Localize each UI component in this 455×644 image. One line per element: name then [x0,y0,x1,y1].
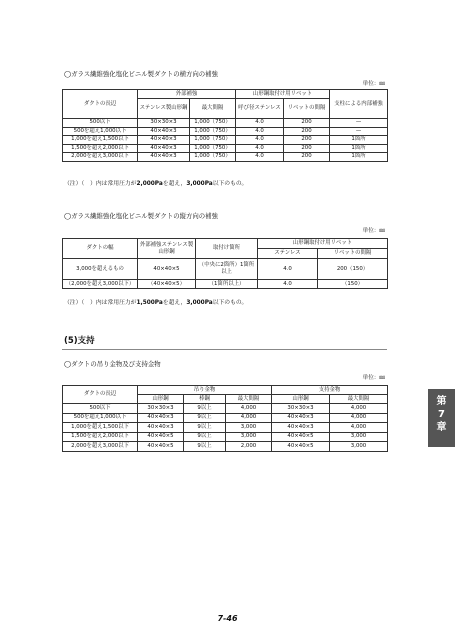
t3-head-rod: 棒鋼 [184,395,226,404]
t1-head-outer: 外部補強 [138,90,236,99]
table-row [63,413,388,423]
t2-head-place: 取付け箇所 [196,239,258,259]
cell: （2,000を超え3,000以下） [63,280,138,289]
cell: 500を超え1,000以下 [63,413,138,423]
table2-unit: 単位：㎜ [362,228,385,234]
cell: 1,000（750） [190,153,236,162]
table-row [63,153,388,162]
cell: 40×40×3 [138,127,190,136]
chapter-tab [428,389,455,447]
cell: 1,000（750） [190,136,236,145]
cell: 9以上 [184,423,226,433]
t3-head-length: ダクトの長辺 [63,386,138,404]
table1-unit: 単位：㎜ [362,81,385,87]
table1 [62,89,388,162]
cell: 40×40×5 [138,432,184,442]
t2-head-width: ダクトの幅 [63,239,138,259]
table1-note [64,178,247,187]
cell: 1,000（750） [190,119,236,128]
cell: 3,000 [226,423,272,433]
section-heading: (5)支持 [64,336,95,346]
cell: 9以上 [184,404,226,414]
cell: 30×30×3 [272,404,330,414]
t1-head-rivet: 山形鋼取付け用リベット [236,90,330,99]
cell: 40×40×3 [272,413,330,423]
t1-head-rivint: リベットの間隔 [284,99,330,119]
cell: 200 [284,144,330,153]
cell: 4.0 [258,259,318,280]
cell: 1箇所 [330,144,388,153]
table-row [63,144,388,153]
cell: 4.0 [236,127,284,136]
cell: 4,000 [226,413,272,423]
cell: 1箇所 [330,136,388,145]
cell: 9以上 [184,432,226,442]
table2 [62,238,388,289]
table-row [63,423,388,433]
section-divider [62,349,387,350]
cell: 200 [284,153,330,162]
cell: 3,000 [330,432,388,442]
cell: 4,000 [226,404,272,414]
chapter-tab-line3: 章 [436,422,447,433]
t2-head-outer: 外部補強ステンレス製山形鋼 [138,239,196,259]
cell: 4,000 [330,413,388,423]
table-row [63,280,388,289]
cell: 200（150） [318,259,388,280]
note-pressure: 3,000Pa [186,300,213,306]
cell: 4,000 [330,404,388,414]
cell: 40×40×5 [272,442,330,452]
note-text: 以下のもの。 [212,300,248,306]
note-pressure: 3,000Pa [186,181,213,187]
table3 [62,385,388,452]
cell: 40×40×5 [138,259,196,280]
cell: 4.0 [258,280,318,289]
table-row [63,442,388,452]
cell: 500以下 [63,119,138,128]
t1-head-dia: 呼び径ステンレス [236,99,284,119]
page-number: 7-46 [217,614,238,623]
cell: 40×40×5 [138,442,184,452]
table3-title: ◯ダクトの吊り金物及び支持金物 [64,360,161,368]
note-text: （注）（ ）内は常用圧力が [64,300,137,306]
cell: 9以上 [184,442,226,452]
t1-head-inner: 支柱による内部補強 [330,90,388,119]
cell: — [330,119,388,128]
t2-head-rivint: リベットの間隔 [318,249,388,259]
t3-head-angle: 山形鋼 [138,395,184,404]
cell: 200 [284,127,330,136]
table-row [63,127,388,136]
cell: 40×40×3 [138,413,184,423]
t1-head-length: ダクトの長辺 [63,90,138,119]
t3-head-angle2: 山形鋼 [272,395,330,404]
cell: 4,000 [330,423,388,433]
table2-title: ◯ガラス繊維強化塩化ビニル製ダクトの縦方向の補強 [64,212,218,220]
cell: 3,000 [226,432,272,442]
cell: 9以上 [184,413,226,423]
table-row [63,259,388,280]
note-text: を超え， [162,300,187,306]
note-text: 以下のもの。 [212,181,248,187]
chapter-tab-line2: 7 [438,409,445,420]
t1-head-max: 最大間隔 [190,99,236,119]
cell: 30×30×3 [138,119,190,128]
table-row [63,432,388,442]
t3-head-support: 支持金物 [272,386,388,395]
cell: 500以下 [63,404,138,414]
t3-head-max2: 最大間隔 [330,395,388,404]
cell: 40×40×3 [138,153,190,162]
cell: 40×40×3 [138,144,190,153]
table3-unit: 単位：㎜ [362,375,385,381]
cell: 40×40×3 [138,423,184,433]
cell: 200 [284,136,330,145]
t2-head-rivet: 山形鋼取付け用リベット [258,239,388,249]
t3-head-hang: 吊り金物 [138,386,272,395]
cell: 40×40×5 [272,432,330,442]
cell: （150） [318,280,388,289]
cell: 1,000（750） [190,144,236,153]
table-row [63,119,388,128]
table1-title: ◯ガラス繊維強化塩化ビニル製ダクトの横方向の補強 [64,70,218,78]
cell: 1箇所 [330,153,388,162]
cell: 200 [284,119,330,128]
cell: 4.0 [236,153,284,162]
cell: 1,000（750） [190,127,236,136]
cell: 40×40×3 [138,136,190,145]
cell: 3,000を超えるもの [63,259,138,280]
table-row [63,136,388,145]
cell: （中央に2箇所）1箇所以上 [196,259,258,280]
chapter-tab-line1: 第 [436,396,447,407]
cell: 4.0 [236,119,284,128]
cell: 1,500を超え2,000以下 [63,144,138,153]
cell: （40×40×5） [138,280,196,289]
cell: — [330,127,388,136]
cell: 2,000を超え3,000以下 [63,442,138,452]
t3-head-max: 最大間隔 [226,395,272,404]
cell: 4.0 [236,144,284,153]
table-row [63,404,388,414]
note-text: を超え， [162,181,187,187]
table2-note [64,297,247,306]
t1-head-steel: ステンレス製山形鋼 [138,99,190,119]
note-text: （注）（ ）内は常用圧力が [64,181,137,187]
note-pressure: 1,500Pa [136,300,163,306]
cell: 2,000 [226,442,272,452]
cell: 3,000 [330,442,388,452]
t2-head-stainless: ステンレス [258,249,318,259]
cell: 1,500を超え2,000以下 [63,432,138,442]
cell: 500を超え1,000以下 [63,127,138,136]
cell: 1,000を超え1,500以下 [63,423,138,433]
cell: （1箇所以上） [196,280,258,289]
cell: 2,000を超え3,000以下 [63,153,138,162]
cell: 1,000を超え1,500以下 [63,136,138,145]
cell: 30×30×3 [138,404,184,414]
cell: 40×40×3 [272,423,330,433]
note-pressure: 2,000Pa [136,181,163,187]
cell: 4.0 [236,136,284,145]
